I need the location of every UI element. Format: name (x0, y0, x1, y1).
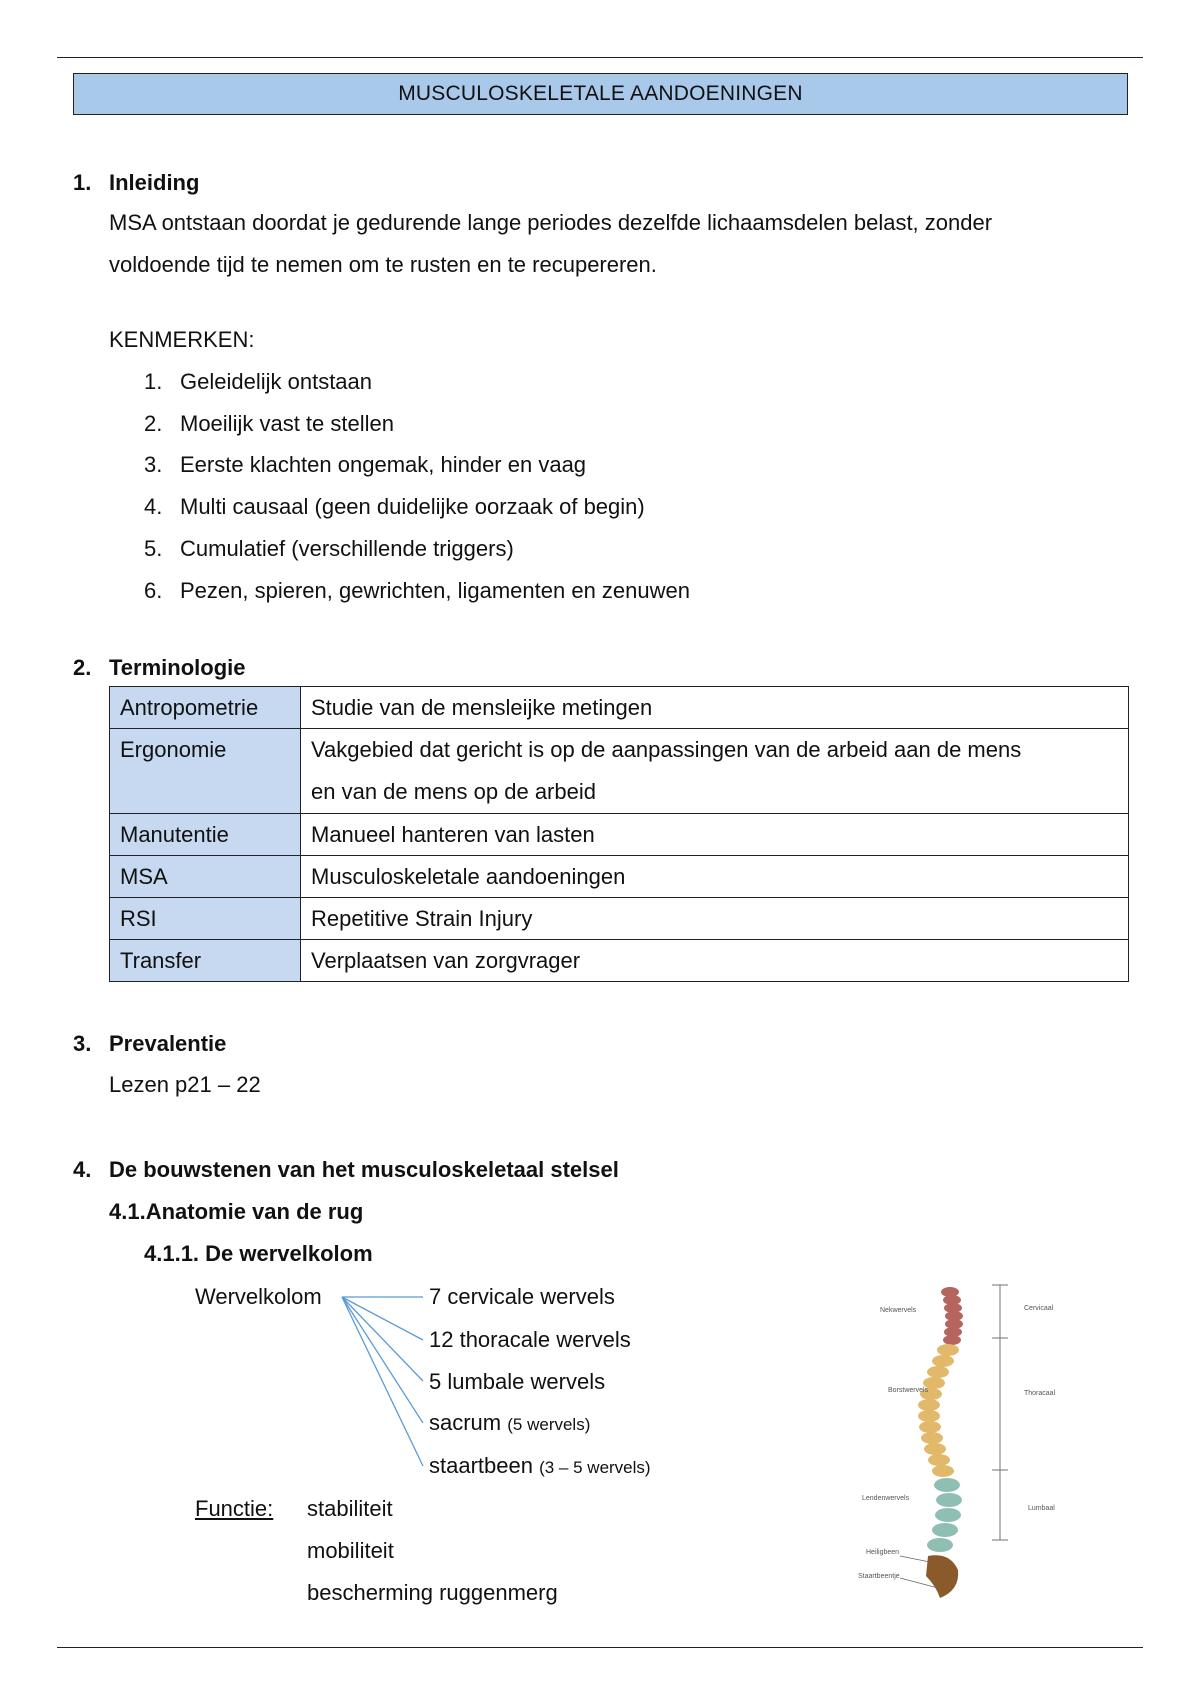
list-item: Cumulatief (verschillende triggers) (180, 536, 514, 561)
term-cell: MSA (110, 856, 301, 898)
function-item: bescherming ruggenmerg (307, 1580, 558, 1605)
label-heiligbeen: Heiligbeen (866, 1549, 900, 1556)
term-cell: Antropometrie (110, 687, 301, 729)
branch-text: 5 lumbale wervels (429, 1369, 606, 1394)
definition-cell: Repetitive Strain Injury (301, 898, 1129, 940)
list-number: 3. (144, 452, 163, 477)
term-cell: RSI (110, 898, 301, 940)
branch-text: 12 thoracale wervels (429, 1327, 631, 1352)
list-item: Moeilijk vast te stellen (180, 411, 394, 436)
subheading-anatomie: 4.1.Anatomie van de rug (109, 1199, 364, 1224)
thoracic-vertebrae (918, 1344, 959, 1477)
list-item: Multi causaal (geen duidelijke oorzaak of begin) (180, 494, 645, 519)
list-item: Eerste klachten ongemak, hinder en vaag (180, 452, 587, 477)
function-item: mobiliteit (307, 1538, 394, 1563)
definition-line: Vakgebied dat gericht is op de aanpassingen van de arbeid aan de mens (311, 737, 1022, 762)
intro-text: voldoende tijd te nemen om te rusten en te recupereren. (109, 252, 657, 277)
prevalentie-text: Lezen p21 – 22 (109, 1072, 261, 1097)
definition-line: en van de mens op de arbeid (311, 779, 596, 804)
definition-cell: Musculoskeletale aandoeningen (301, 856, 1129, 898)
branch-item (429, 1410, 590, 1438)
region-brackets (992, 1285, 1008, 1540)
section-number: 3. (73, 1031, 92, 1056)
branch-text: staartbeen (429, 1453, 533, 1478)
branch-item (429, 1327, 631, 1353)
term-cell: Manutentie (110, 814, 301, 856)
list-number: 6. (144, 578, 163, 603)
list-number: 4. (144, 494, 163, 519)
section-number: 4. (73, 1157, 92, 1182)
list-number: 2. (144, 411, 163, 436)
label-cervicaal: Cervicaal (1024, 1305, 1054, 1312)
cervical-vertebrae (941, 1287, 963, 1345)
section-heading-bouwstenen: De bouwstenen van het musculoskeletaal stelsel (109, 1157, 619, 1182)
list-item: Geleidelijk ontstaan (180, 369, 373, 394)
definition-cell: Studie van de mensleijke metingen (301, 687, 1129, 729)
definition-cell: Manueel hanteren van lasten (301, 814, 1129, 856)
lumbar-vertebrae (927, 1478, 962, 1552)
term-cell: Ergonomie (110, 729, 301, 814)
branch-note: (3 – 5 wervels) (539, 1458, 651, 1477)
list-number: 1. (144, 369, 163, 394)
label-staartbeentje: Staartbeentje (858, 1573, 900, 1580)
page-title: MUSCULOSKELETALE AANDOENINGEN (73, 73, 1128, 115)
label-borstwervels: Borstwervels (888, 1387, 929, 1394)
intro-text: MSA ontstaan doordat je gedurende lange periodes dezelfde lichaamsdelen belast, zonder (109, 210, 993, 235)
branch-text: sacrum (429, 1410, 502, 1435)
term-cell: Transfer (110, 940, 301, 982)
label-lendenwervels: Lendenwervels (862, 1495, 910, 1502)
function-item: stabiliteit (307, 1496, 393, 1521)
spine-illustration (840, 1260, 1100, 1610)
section-number: 1. (73, 170, 92, 195)
features-label: KENMERKEN: (109, 327, 255, 352)
sacrum-shape (926, 1555, 958, 1598)
branch-item (429, 1453, 651, 1481)
section-heading-prevalentie: Prevalentie (109, 1031, 227, 1056)
definition-cell: Verplaatsen van zorgvrager (301, 940, 1129, 982)
branch-note: (5 wervels) (507, 1415, 591, 1434)
label-nekwervels: Nekwervels (880, 1307, 917, 1314)
section-heading-inleiding: Inleiding (109, 170, 200, 195)
bottom-rule (57, 1647, 1143, 1648)
label-thoracaal: Thoracaal (1024, 1390, 1056, 1397)
section-heading-terminologie: Terminologie (109, 655, 246, 680)
branch-text: 7 cervicale wervels (429, 1284, 615, 1309)
function-label: Functie: (195, 1496, 274, 1521)
list-number: 5. (144, 536, 163, 561)
branch-item (429, 1369, 605, 1395)
list-item: Pezen, spieren, gewrichten, ligamenten en zenuwen (180, 578, 690, 603)
wervelkolom-root: Wervelkolom (195, 1284, 322, 1309)
section-number: 2. (73, 655, 92, 680)
label-lumbaal: Lumbaal (1028, 1505, 1055, 1512)
branch-item (429, 1284, 615, 1310)
subheading-wervelkolom: 4.1.1. De wervelkolom (144, 1241, 373, 1266)
